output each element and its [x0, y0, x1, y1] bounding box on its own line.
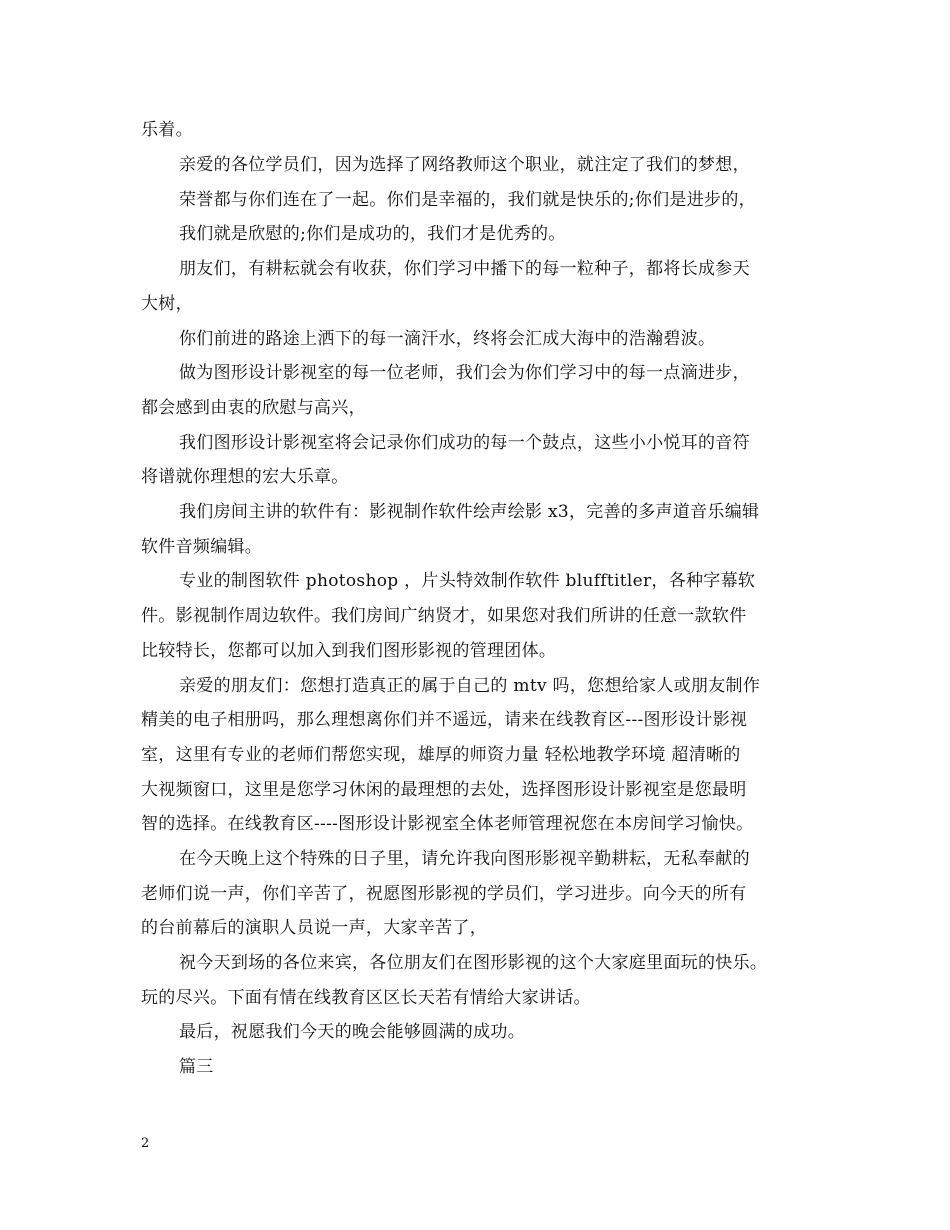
text-line: 我们就是欣慰的;你们是成功的，我们才是优秀的。	[179, 224, 566, 244]
text-line: 软件音频编辑。	[141, 537, 263, 557]
text-line: 亲爱的各位学员们，因为选择了网络教师这个职业，就注定了我们的梦想，	[179, 155, 750, 175]
text-line: 比较特长，您都可以加入到我们图形影视的管理团体。	[141, 641, 557, 661]
text-line: 玩的尽兴。下面有情在线教育区区长天若有情给大家讲话。	[141, 988, 591, 1008]
text-line: 件。影视制作周边软件。我们房间广纳贤才，如果您对我们所讲的任意一款软件	[141, 606, 747, 626]
text-line: 我们图形设计影视室将会记录你们成功的每一个鼓点，这些小小悦耳的音符	[179, 433, 750, 453]
text-line: 专业的制图软件 photoshop ，片头特效制作软件 blufftitler，各种字幕软	[179, 571, 756, 591]
text-line: 朋友们，有耕耘就会有收获，你们学习中播下的每一粒种子，都将长成参天	[179, 259, 750, 279]
text-line: 都会感到由衷的欣慰与高兴，	[141, 398, 366, 418]
text-line: 做为图形设计影视室的每一位老师，我们会为你们学习中的每一点滴进步，	[179, 363, 750, 383]
section-heading: 篇三	[179, 1057, 214, 1077]
text-line: 我们房间主讲的软件有：影视制作软件绘声绘影 x3，完善的多声道音乐编辑	[179, 502, 760, 522]
text-line: 在今天晚上这个特殊的日子里，请允许我向图形影视辛勤耕耘，无私奉献的	[179, 849, 750, 869]
text-line: 乐着。	[141, 120, 193, 140]
text-line: 你们前进的路途上洒下的每一滴汗水，终将会汇成大海中的浩瀚碧波。	[179, 329, 716, 349]
page-number: 2	[141, 1136, 150, 1151]
text-line: 将谱就你理想的宏大乐章。	[141, 467, 349, 487]
text-line: 荣誉都与你们连在了一起。你们是幸福的，我们就是快乐的;你们是进步的，	[179, 190, 756, 210]
text-line: 智的选择。在线教育区----图形设计影视室全体老师管理祝您在本房间学习愉快。	[141, 814, 754, 834]
text-line: 大树，	[141, 294, 193, 314]
text-line: 大视频窗口，这里是您学习休闲的最理想的去处，选择图形设计影视室是您最明	[141, 780, 747, 800]
text-line: 亲爱的朋友们：您想打造真正的属于自己的 mtv 吗，您想给家人或朋友制作	[179, 676, 761, 696]
text-line: 祝今天到场的各位来宾，各位朋友们在图形影视的这个大家庭里面玩的快乐。	[179, 953, 768, 973]
text-line: 精美的电子相册吗，那么理想离你们并不遥远，请来在线教育区---图形设计影视	[141, 710, 748, 730]
text-line: 老师们说一声，你们辛苦了，祝愿图形影视的学员们，学习进步。向今天的所有	[141, 884, 747, 904]
text-line: 最后，祝愿我们今天的晚会能够圆满的成功。	[179, 1022, 525, 1042]
text-line: 室，这里有专业的老师们帮您实现，雄厚的师资力量 轻松地教学环境 超清晰的	[141, 745, 741, 765]
text-line: 的台前幕后的演职人员说一声，大家辛苦了，	[141, 918, 487, 938]
